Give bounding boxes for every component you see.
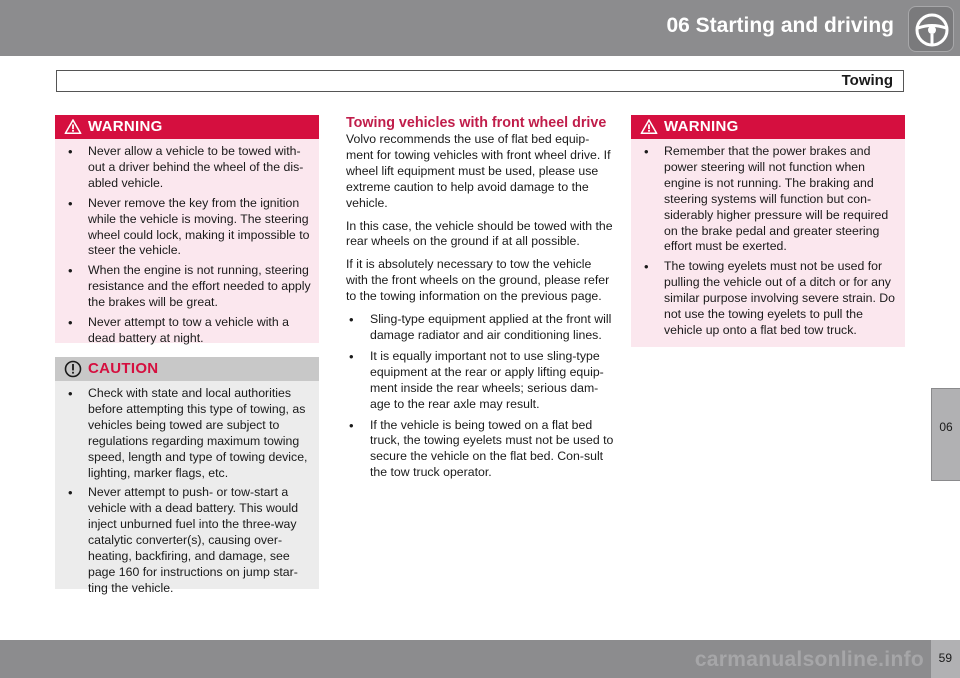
page-number: 59 — [938, 651, 952, 665]
caution-title: CAUTION — [88, 360, 159, 377]
list-item: • When the engine is not running, steering resistance and the effort needed to apply the brakes will be great. — [55, 263, 311, 311]
warning-box-left — [55, 115, 319, 343]
list-item: • Remember that the power brakes and power steering will not function when engine is not running. The braking and steering systems will function but con-siderably higher pressure will be required on the brake pedal and greater steering effort must be exerted. — [631, 144, 897, 255]
caution-box — [55, 357, 319, 595]
warning-box-right — [631, 115, 905, 347]
exclamation-circle-icon — [64, 360, 82, 378]
chapter-tab-label: 06 — [939, 420, 953, 434]
section-heading: Towing vehicles with front wheel drive — [346, 115, 607, 131]
list-item: • If the vehicle is being towed on a flat bed truck, the towing eyelets must not be used to secure the vehicle on the flat bed. Con-sult the tow truck operator. — [346, 418, 616, 482]
warning-header — [631, 115, 905, 139]
paragraph: Volvo recommends the use of flat bed equip-ment for towing vehicles with front wheel drive. If wheel lift equipment must be used, please use extreme caution to help avoid damage to the vehicle. — [346, 132, 611, 210]
list-item: • Sling-type equipment applied at the front will damage radiator and air conditioning lines. — [346, 312, 616, 344]
warning-header — [55, 115, 319, 139]
warning-list — [631, 144, 897, 343]
section-header — [56, 70, 904, 92]
list-item: • It is equally important not to use sling-type equipment at the rear or apply lifting equip-ment inside the rear wheels; serious dam-age to the rear axle may result. — [346, 349, 616, 413]
paragraph: If it is absolutely necessary to tow the vehicle with the front wheels on the ground, please refer to the towing information on the previous page. — [346, 257, 610, 304]
towing-list — [346, 312, 616, 481]
caution-list — [55, 386, 311, 601]
list-item: • Never attempt to tow a vehicle with a dead battery at night. — [55, 315, 311, 347]
chapter-side-tab — [931, 388, 960, 481]
warning-title: WARNING — [664, 118, 739, 135]
paragraph: In this case, the vehicle should be towed with the rear wheels on the ground if at all possible. — [346, 218, 613, 249]
chapter-title: 06 Starting and driving — [666, 14, 894, 37]
front-wheel-drive-section — [346, 115, 616, 486]
section-title: Towing — [841, 72, 893, 89]
warning-list — [55, 144, 311, 351]
warning-triangle-icon — [64, 118, 82, 135]
watermark: carmanualsonline.info — [694, 648, 924, 671]
warning-triangle-icon — [640, 118, 658, 135]
steering-wheel-icon — [908, 6, 954, 52]
list-item: • Never attempt to push- or tow-start a vehicle with a dead battery. This would inject unburned fuel into the three-way catalytic converter(s), causing over-heating, backfiring, and damage, see page 160 for instructions on jump star-ting the vehicle. — [55, 485, 311, 596]
list-item: • Check with state and local authorities before attempting this type of towing, as vehicles being towed are subject to regulations regarding maximum towing speed, length and type of towing device, lighting, marker flags, etc. — [55, 386, 311, 481]
list-item: • Never remove the key from the ignition while the vehicle is moving. The steering wheel could lock, making it impossible to steer the vehicle. — [55, 196, 311, 260]
list-item: • Never allow a vehicle to be towed with-out a driver behind the wheel of the dis-abled vehicle. — [55, 144, 311, 192]
caution-header — [55, 357, 319, 381]
warning-title: WARNING — [88, 118, 163, 135]
list-item: • The towing eyelets must not be used for pulling the vehicle out of a ditch or for any similar purpose involving severe strain. Do not use the towing eyelets to pull the vehicle up onto a flat bed tow truck. — [631, 259, 897, 339]
